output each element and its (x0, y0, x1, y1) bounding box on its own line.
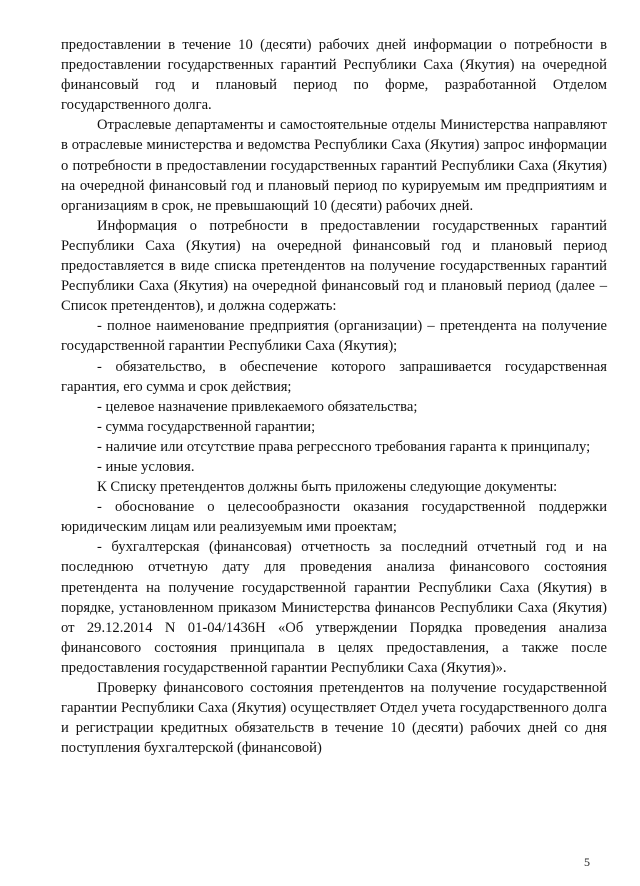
paragraph: - обоснование о целесообразности оказания государственной поддержки юридическим лицам или реализуемым ими проектам; (61, 499, 607, 536)
paragraph: - бухгалтерская (финансовая) отчетность за последний отчетный год и на последнюю отчетную дату для проведения анализа финансового состояния претендента на получение государственной гарантии Республики Саха (Якутия) в порядке, установленном приказом Министерства финансов Республики Саха (Якутия) от 29.12.2014 N 01-04/1436Н «Об утверждении Порядка проведения анализа финансового состояния принципала в целях предоставления, а также после предоставления государственной гарантии Республики Саха (Якутия)». (61, 539, 607, 676)
paragraph: Отраслевые департаменты и самостоятельные отделы Министерства направляют в отраслевые министерства и ведомства Республики Саха (Якутия) запрос информации о потребности в предоставлении государственных гарантий Республики Саха (Якутия) на очередной финансовый год и плановый период по курируемым им предприятиям и организациям в срок, не превышающий 10 (десяти) рабочих дней. (61, 117, 607, 214)
page-number: 5 (584, 855, 590, 869)
paragraph: Проверку финансового состояния претендентов на получение государственной гарантии Республики Саха (Якутия) осуществляет Отдел учета государственного долга и регистрации кредитных обязательств в течение 10 (десяти) рабочих дней со дня поступления бухгалтерской (финансовой) (61, 680, 607, 757)
paragraph: - целевое назначение привлекаемого обязательства; (97, 398, 418, 415)
paragraph: - иные условия. (97, 458, 195, 475)
paragraph: - полное наименование предприятия (организации) – претендента на получение государственной гарантии Республики Саха (Якутия); (61, 318, 607, 355)
paragraph: Информация о потребности в предоставлении государственных гарантий Республики Саха (Якутия) на очередной финансовый год и плановый период предоставляется в виде списка претендентов на получение государственных гарантий Республики Саха (Якутия) на очередной финансовый год и плановый период (далее – Список претендентов), и должна содержать: (61, 217, 607, 315)
document-body (61, 35, 607, 758)
paragraph: - обязательство, в обеспечение которого запрашивается государственная гарантия, его сумма и срок действия; (61, 358, 607, 395)
paragraph: - сумма государственной гарантии; (97, 418, 316, 435)
paragraph: К Списку претендентов должны быть приложены следующие документы: (97, 479, 558, 496)
paragraph: - наличие или отсутствие права регрессного требования гаранта к принципалу; (97, 438, 591, 455)
paragraph: предоставлении в течение 10 (десяти) рабочих дней информации о потребности в предоставлении государственных гарантий Республики Саха (Якутия) на очередной финансовый год и плановый период по форме, разработанной Отделом государственного долга. (61, 37, 607, 114)
